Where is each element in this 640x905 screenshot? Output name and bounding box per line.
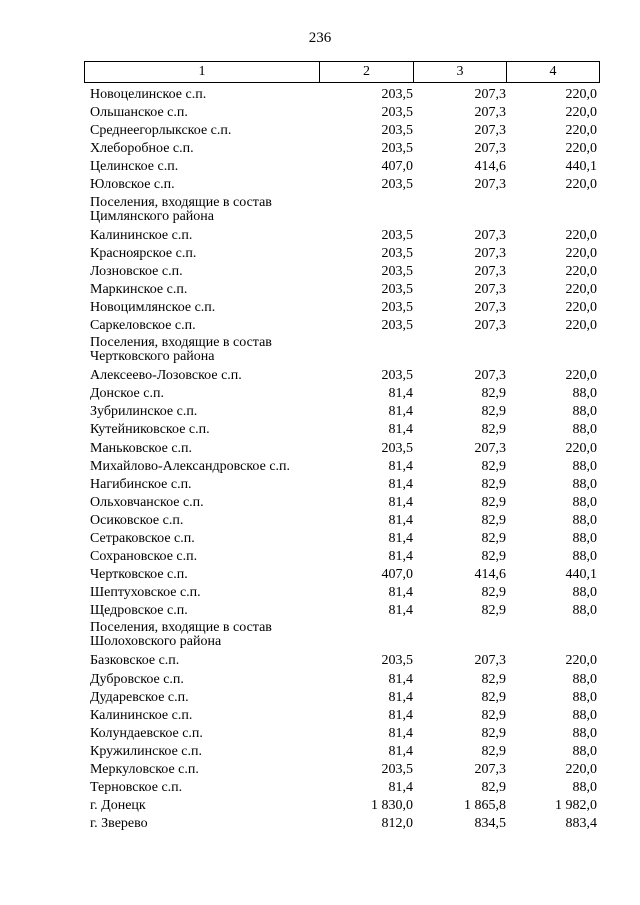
value-col-2: 81,4 xyxy=(388,512,413,528)
value-col-2: 81,4 xyxy=(388,422,413,438)
value-col-4: 220,0 xyxy=(565,368,597,384)
value-col-3: 82,9 xyxy=(481,404,506,420)
table-row xyxy=(84,281,600,299)
value-col-4: 883,4 xyxy=(565,816,597,832)
settlement-name: Кутейниковское с.п. xyxy=(90,422,210,438)
value-col-4: 88,0 xyxy=(572,725,597,741)
value-col-3: 82,9 xyxy=(481,512,506,528)
value-col-2: 203,5 xyxy=(381,281,413,297)
table-row xyxy=(84,227,600,245)
table-row xyxy=(84,440,600,458)
value-col-2: 81,4 xyxy=(388,530,413,546)
settlement-name: Алексеево-Лозовское с.п. xyxy=(90,368,242,384)
settlement-name: Дударевское с.п. xyxy=(90,689,189,705)
table-row xyxy=(84,743,600,761)
settlement-name: Калининское с.п. xyxy=(90,707,193,723)
value-col-4: 220,0 xyxy=(565,177,597,193)
column-header-2: 2 xyxy=(320,62,414,82)
settlement-name: Маркинское с.п. xyxy=(90,281,188,297)
value-col-4: 220,0 xyxy=(565,227,597,243)
settlement-name: Меркуловское с.п. xyxy=(90,762,199,777)
value-col-3: 82,9 xyxy=(481,707,506,723)
table-row xyxy=(84,652,600,670)
settlement-name: Колундаевское с.п. xyxy=(90,725,203,741)
value-col-2: 203,5 xyxy=(381,762,413,777)
settlement-name: Сетраковское с.п. xyxy=(90,530,195,546)
value-col-4: 440,1 xyxy=(565,567,597,583)
value-col-2: 203,5 xyxy=(381,440,413,456)
group-heading xyxy=(84,335,600,367)
group-heading-line: Поселения, входящие в состав xyxy=(90,194,272,210)
value-col-4: 88,0 xyxy=(572,585,597,601)
table-row xyxy=(84,494,600,512)
group-heading-line: Шолоховского района xyxy=(90,634,222,650)
table-row xyxy=(84,707,600,725)
group-heading-line: Поселения, входящие в состав xyxy=(90,620,272,636)
settlement-name: Юловское с.п. xyxy=(90,177,175,193)
value-col-3: 207,3 xyxy=(474,762,506,777)
table-body xyxy=(84,86,600,833)
value-col-4: 88,0 xyxy=(572,476,597,492)
value-col-3: 82,9 xyxy=(481,585,506,601)
table-row xyxy=(84,140,600,158)
table-row xyxy=(84,245,600,263)
table-row xyxy=(84,725,600,743)
value-col-3: 207,3 xyxy=(474,123,506,139)
value-col-3: 82,9 xyxy=(481,476,506,492)
value-col-3: 207,3 xyxy=(474,368,506,384)
settlement-name: Щедровское с.п. xyxy=(90,603,188,619)
value-col-2: 812,0 xyxy=(381,816,413,832)
value-col-3: 82,9 xyxy=(481,671,506,687)
value-col-3: 207,3 xyxy=(474,87,506,102)
value-col-2: 81,4 xyxy=(388,458,413,474)
value-col-2: 203,5 xyxy=(381,299,413,315)
value-col-4: 88,0 xyxy=(572,671,597,687)
table-row xyxy=(84,512,600,530)
group-heading-line: Поселения, входящие в состав xyxy=(90,335,272,351)
settlement-name: Шептуховское с.п. xyxy=(90,585,201,601)
settlement-name: Маньковское с.п. xyxy=(90,440,193,456)
table-row xyxy=(84,86,600,104)
value-col-4: 220,0 xyxy=(565,299,597,315)
value-col-4: 220,0 xyxy=(565,653,597,669)
value-col-2: 203,5 xyxy=(381,318,413,334)
table-row xyxy=(84,566,600,584)
value-col-4: 220,0 xyxy=(565,141,597,157)
value-col-3: 82,9 xyxy=(481,386,506,402)
value-col-2: 81,4 xyxy=(388,707,413,723)
table-row xyxy=(84,104,600,122)
settlement-name: г. Донецк xyxy=(90,798,146,814)
value-col-4: 220,0 xyxy=(565,263,597,279)
value-col-4: 88,0 xyxy=(572,404,597,420)
value-col-3: 207,3 xyxy=(474,105,506,121)
table-row xyxy=(84,761,600,779)
value-col-2: 81,4 xyxy=(388,603,413,619)
settlement-name: Красноярское с.п. xyxy=(90,245,197,261)
value-col-4: 88,0 xyxy=(572,458,597,474)
value-col-3: 207,3 xyxy=(474,440,506,456)
settlement-name: Лозновское с.п. xyxy=(90,263,183,279)
value-col-4: 88,0 xyxy=(572,512,597,528)
value-col-4: 220,0 xyxy=(565,87,597,102)
value-col-3: 82,9 xyxy=(481,743,506,759)
value-col-2: 203,5 xyxy=(381,368,413,384)
table-row xyxy=(84,584,600,602)
value-col-2: 81,4 xyxy=(388,689,413,705)
value-col-3: 82,9 xyxy=(481,422,506,438)
settlement-name: г. Зверево xyxy=(90,816,148,832)
settlement-name: Донское с.п. xyxy=(90,386,164,402)
page-number: 236 xyxy=(308,30,332,46)
settlement-name: Осиковское с.п. xyxy=(90,512,184,528)
table-row xyxy=(84,367,600,385)
table-row xyxy=(84,317,600,335)
value-col-3: 82,9 xyxy=(481,603,506,619)
value-col-4: 88,0 xyxy=(572,494,597,510)
table-row xyxy=(84,403,600,421)
table-row xyxy=(84,689,600,707)
table-row xyxy=(84,263,600,281)
settlement-name: Терновское с.п. xyxy=(90,780,183,796)
value-col-3: 207,3 xyxy=(474,177,506,193)
value-col-2: 81,4 xyxy=(388,386,413,402)
value-col-2: 203,5 xyxy=(381,123,413,139)
table-row xyxy=(84,671,600,689)
value-col-3: 82,9 xyxy=(481,458,506,474)
settlement-name: Чертковское с.п. xyxy=(90,567,188,583)
settlement-name: Нагибинское с.п. xyxy=(90,476,192,492)
settlement-name: Новоцимлянское с.п. xyxy=(90,299,216,315)
value-col-4: 220,0 xyxy=(565,762,597,777)
group-heading xyxy=(84,620,600,652)
settlement-name: Базковское с.п. xyxy=(90,653,180,669)
column-header-4: 4 xyxy=(549,64,557,79)
value-col-2: 203,5 xyxy=(381,227,413,243)
settlement-name: Хлеборобное с.п. xyxy=(90,141,194,157)
value-col-2: 81,4 xyxy=(388,743,413,759)
value-col-4: 88,0 xyxy=(572,386,597,402)
value-col-4: 220,0 xyxy=(565,105,597,121)
value-col-3: 207,3 xyxy=(474,245,506,261)
settlement-name: Целинское с.п. xyxy=(90,159,179,175)
value-col-4: 220,0 xyxy=(565,245,597,261)
value-col-3: 207,3 xyxy=(474,263,506,279)
value-col-4: 220,0 xyxy=(565,281,597,297)
value-col-2: 1 830,0 xyxy=(371,798,413,814)
value-col-2: 81,4 xyxy=(388,671,413,687)
value-col-2: 203,5 xyxy=(381,653,413,669)
value-col-2: 81,4 xyxy=(388,549,413,565)
value-col-2: 407,0 xyxy=(381,159,413,175)
column-header-1: 1 xyxy=(85,62,320,82)
settlement-name: Зубрилинское с.п. xyxy=(90,404,198,420)
value-col-2: 81,4 xyxy=(388,725,413,741)
value-col-3: 82,9 xyxy=(481,725,506,741)
value-col-2: 81,4 xyxy=(388,585,413,601)
value-col-2: 81,4 xyxy=(388,494,413,510)
value-col-3: 834,5 xyxy=(474,816,506,832)
value-col-4: 440,1 xyxy=(565,159,597,175)
value-col-4: 220,0 xyxy=(565,123,597,139)
table-row xyxy=(84,158,600,176)
value-col-3: 1 865,8 xyxy=(464,798,506,814)
value-col-4: 88,0 xyxy=(572,780,597,796)
value-col-2: 203,5 xyxy=(381,87,413,102)
value-col-4: 88,0 xyxy=(572,422,597,438)
value-col-4: 1 982,0 xyxy=(555,798,597,814)
group-heading-line: Цимлянского района xyxy=(90,208,214,224)
value-col-2: 203,5 xyxy=(381,177,413,193)
value-col-2: 81,4 xyxy=(388,476,413,492)
value-col-3: 82,9 xyxy=(481,689,506,705)
value-col-2: 81,4 xyxy=(388,780,413,796)
value-col-2: 203,5 xyxy=(381,263,413,279)
table-row xyxy=(84,476,600,494)
table-row xyxy=(84,779,600,797)
settlement-name: Дубровское с.п. xyxy=(90,671,184,687)
settlement-name: Михайлово-Александровское с.п. xyxy=(90,458,291,474)
table-row xyxy=(84,797,600,815)
table-row xyxy=(84,458,600,476)
value-col-2: 203,5 xyxy=(381,245,413,261)
settlement-name: Ольшанское с.п. xyxy=(90,105,188,121)
value-col-3: 414,6 xyxy=(474,567,506,583)
value-col-3: 207,3 xyxy=(474,281,506,297)
value-col-3: 207,3 xyxy=(474,318,506,334)
value-col-3: 414,6 xyxy=(474,159,506,175)
table-row xyxy=(84,602,600,620)
table-row xyxy=(84,530,600,548)
table-row xyxy=(84,815,600,833)
value-col-3: 207,3 xyxy=(474,299,506,315)
value-col-3: 82,9 xyxy=(481,530,506,546)
group-heading-line: Чертковского района xyxy=(90,349,215,365)
table-row xyxy=(84,548,600,566)
table-row xyxy=(84,122,600,140)
value-col-2: 203,5 xyxy=(381,141,413,157)
value-col-3: 82,9 xyxy=(481,494,506,510)
value-col-4: 88,0 xyxy=(572,530,597,546)
value-col-4: 88,0 xyxy=(572,743,597,759)
value-col-4: 88,0 xyxy=(572,689,597,705)
value-col-4: 88,0 xyxy=(572,707,597,723)
settlement-name: Саркеловское с.п. xyxy=(90,318,196,334)
value-col-4: 220,0 xyxy=(565,318,597,334)
column-header-3: 3 xyxy=(414,62,507,82)
table-row xyxy=(84,385,600,403)
value-col-4: 88,0 xyxy=(572,549,597,565)
value-col-3: 207,3 xyxy=(474,653,506,669)
settlement-name: Среднеегорлыкское с.п. xyxy=(90,123,232,139)
value-col-4: 88,0 xyxy=(572,603,597,619)
settlement-name: Новоцелинское с.п. xyxy=(90,87,207,102)
value-col-4: 220,0 xyxy=(565,440,597,456)
settlement-name: Ольховчанское с.п. xyxy=(90,494,204,510)
group-heading xyxy=(84,195,600,227)
value-col-3: 207,3 xyxy=(474,141,506,157)
table-row xyxy=(84,421,600,439)
value-col-2: 407,0 xyxy=(381,567,413,583)
settlement-name: Кружилинское с.п. xyxy=(90,743,202,759)
value-col-3: 82,9 xyxy=(481,549,506,565)
value-col-2: 203,5 xyxy=(381,105,413,121)
value-col-2: 81,4 xyxy=(388,404,413,420)
table-row xyxy=(84,176,600,194)
settlement-name: Сохрановское с.п. xyxy=(90,549,198,565)
table-row xyxy=(84,299,600,317)
settlement-name: Калининское с.п. xyxy=(90,227,193,243)
table-header xyxy=(84,61,600,83)
value-col-3: 82,9 xyxy=(481,780,506,796)
value-col-3: 207,3 xyxy=(474,227,506,243)
